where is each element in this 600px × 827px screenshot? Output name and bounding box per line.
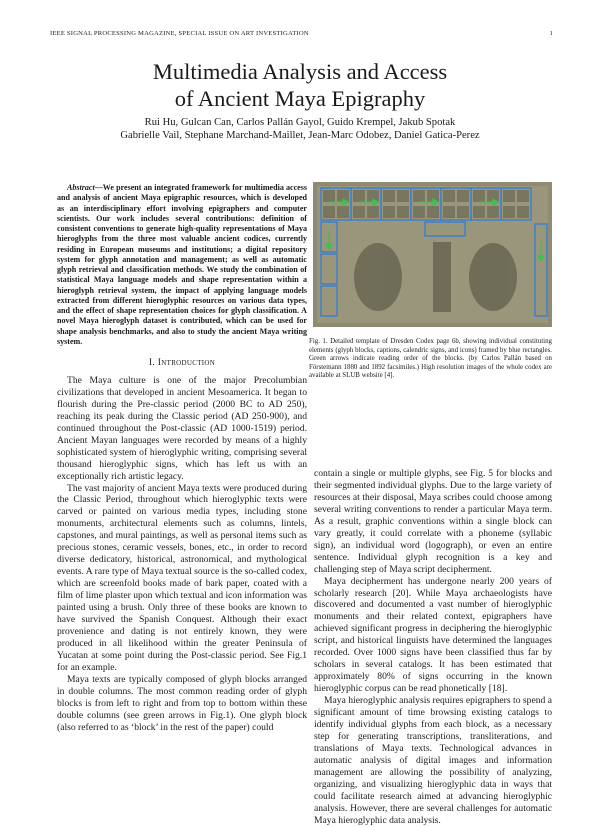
body-paragraph: Maya texts are typically composed of glyph blocks arranged in double columns. The most common reading order of glyph blocks is from left to right and from top to bottom within these double columns (see green arrows in Fig.1). One glyph block (also referred to as ‘block’ in the rest of the paper) could xyxy=(57,673,307,733)
body-paragraph: contain a single or multiple glyphs, see Fig. 5 for blocks and their segmented individual glyphs. Due to the large variety of resources at their disposal, Maya scribes could choose among several writing conventions to render a particular Maya term. As a result, graphic conventions within a single block can vary greatly, it could correlate with a phoneme (syllabic sign), an individual word (logograph), or even an entire sentence. Individual glyph recognition is a key and challenging step of Maya script decipherment. xyxy=(314,468,552,575)
abstract-label: Abstract xyxy=(67,183,95,192)
body-paragraph: The Maya culture is one of the major Precolumbian civilizations that developed in ancient Mesoamerica. It began to flourish during the Pre-classic period (2000 BC to AD 250), reaching its peak during the Classic period (AD 250-900), and continued throughout the Post-classic (AD 1000-1519) period. Ancient Mayan languages were recorded by means of a highly sophisticated system of hieroglyphic writing, comprising several thousand hieroglyphic signs, which has left us with an exceptionally rich artistic legacy. xyxy=(57,374,307,482)
author-list xyxy=(0,116,600,142)
page-number: 1 xyxy=(549,30,553,37)
title-line-2: of Ancient Maya Epigraphy xyxy=(174,86,426,111)
paper-title xyxy=(0,58,600,112)
codex-image xyxy=(313,182,552,327)
left-column xyxy=(57,183,307,734)
title-line-1: Multimedia Analysis and Access xyxy=(152,59,448,84)
running-header xyxy=(50,30,553,37)
body-paragraph: The vast majority of ancient Maya texts were produced during the Classic Period, throughout which hieroglyphic texts were carved or painted on various media types, including stone monuments, architectural elements such as columns, lintels, capstones, and mural paintings, as well as personal items such as precious stones, ceramic vessels, bones, etc., in order to record diverse dedicatory, historical, astronomical, and mythological events. A rare type of Maya textual source is the so-called codex, which are screenfold books made of bark paper, coated with a film of lime plaster upon which textual and icon information was painted using a brush. Only three of these books are known to have survived the Spanish Conquest. Although their exact provenience and dating is not entirely known, they were produced in all likelihood within the greater Peninsula of Yucatan at some point during the Post-classic period. See Fig.1 for an example. xyxy=(57,482,307,673)
right-column xyxy=(314,468,552,827)
journal-name: IEEE SIGNAL PROCESSING MAGAZINE, SPECIAL ISSUE ON ART INVESTIGATION xyxy=(50,30,309,37)
section-heading-introduction: I. Introduction xyxy=(148,357,216,368)
body-paragraph: Maya decipherment has undergone nearly 200 years of scholarly research [20]. While Maya archaeologists have discovered and documented a vast number of hieroglyphic monuments and their related context, epigraphers have achieved significant progress in deciphering the hieroglyphic script, and historical linguists have determined the languages recorded. Over 1000 signs have been classified thus far by scholars in several catalogs. It has been estimated that approximately 80% of signs occurring in the known hieroglyphic corpus can be read phonetically [18]. xyxy=(314,575,552,695)
figure-dresden-codex xyxy=(313,182,552,327)
abstract-body: —We present an integrated framework for multimedia access and analysis of ancient Maya epigraphic resources, which is developed as an interdisciplinary effort involving epigraphers and computer scientists. Our work includes several contributions: definition of consistent conventions to generate high-quality representations of Maya hieroglyphs from the three most valuable ancient codices, currently residing in European museums and institutions; a digital repository system for glyph annotation and management; as well as automatic glyph retrieval and classification methods. We study the combination of statistical Maya language models and shape representation within a hieroglyph retrieval system, the impact of applying language models extracted from different hieroglyphic resources on various data types, and the effect of shape representation choices for glyph classification. A novel Maya hieroglyph dataset is contributed, which can be used for shape analysis benchmarks, and also to study the ancient Maya writing system. xyxy=(57,183,307,346)
figure-caption: Fig. 1. Detailed template of Dresden Codex page 6b, showing individual constituting elements (glyph blocks, captions, calendric signs, and icons) framed by blue rectangles. Green arrows indicate reading order of the blocks. (by Carlos Pallán based on Förstemann 1880 and 1892 facsimiles.) High resolution images of the whole codex are available at SLUB website [4]. xyxy=(309,338,552,380)
abstract xyxy=(57,183,307,347)
authors-line-1: Rui Hu, Gulcan Can, Carlos Pallán Gayol, Guido Krempel, Jakub Spotak xyxy=(144,117,456,128)
authors-line-2: Gabrielle Vail, Stephane Marchand-Maillet, Jean-Marc Odobez, Daniel Gatica-Perez xyxy=(120,130,480,141)
body-paragraph: Maya hieroglyphic analysis requires epigraphers to spend a significant amount of time browsing existing catalogs to identify individual glyphs from each block, as a necessary step for generating transcriptions, transliterations, and translations of Maya texts. Technological advances in automatic analysis of digital images and information management are allowing the possibility of analyzing, organizing, and visualizing hieroglyphic data in ways that could facilitate research aimed at advancing hieroglyphic analysis. However, there are several challenges for automatic Maya hieroglyphic data analysis. xyxy=(314,695,552,826)
